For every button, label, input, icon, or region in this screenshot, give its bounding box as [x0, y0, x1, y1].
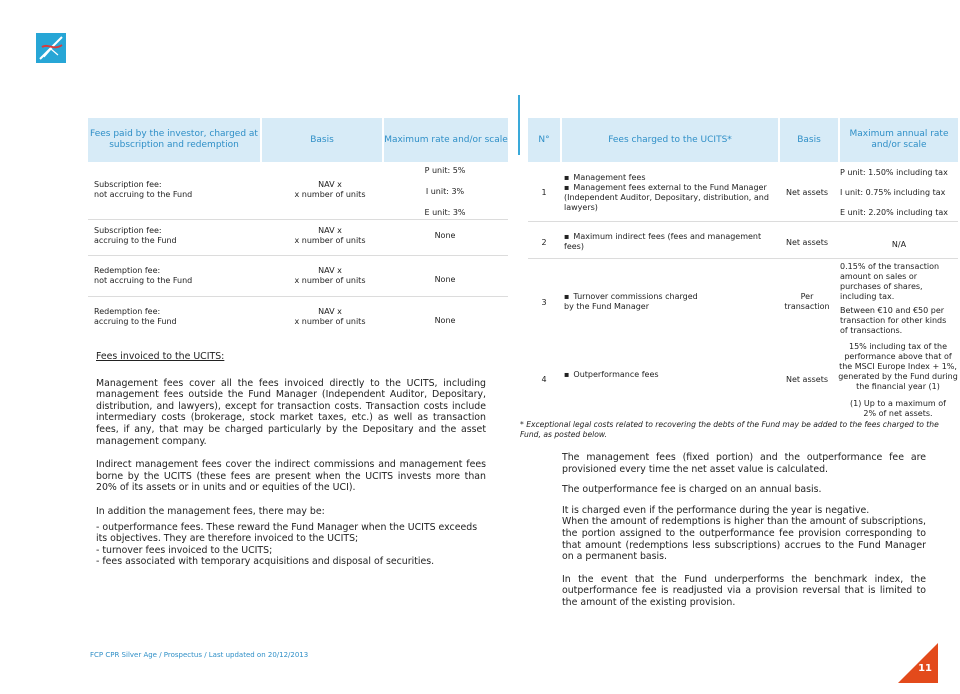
row-max-rate: N/A [891, 240, 907, 249]
header-max-rate: Maximum rate and/or scale [384, 118, 508, 162]
row-number: 4 [541, 375, 547, 384]
row-redemption-not-accruing-fee: Redemption fee: not accruing to the Fund [94, 266, 193, 285]
row-max-rate: P unit: 1.50% including tax I unit: 0.75% including tax E unit: 2.20% including tax [840, 168, 949, 217]
row-subscription-not-accruing-fee: Subscription fee: not accruing to the Fund [94, 180, 193, 199]
row-subscription-not-accruing-rate: P unit: 5% I unit: 3% E unit: 3% [424, 166, 466, 217]
row-redemption-not-accruing-rate: None [434, 275, 456, 284]
page-number: 11 [918, 663, 932, 674]
row-separator [528, 258, 958, 259]
footnote: * Exceptional legal costs related to recovering the debts of the Fund may be added to the fees charged to the Fund, as posted below. [520, 420, 939, 439]
footer-text: FCP CPR Silver Age / Prospectus / Last updated on 20/12/2013 [90, 651, 309, 659]
row-subscription-accruing-basis: NAV x x number of units [294, 226, 366, 245]
header-fees-paid: Fees paid by the investor, charged at subscription and redemption [88, 118, 260, 162]
compass-logo-icon [36, 33, 66, 63]
header-max-annual-rate: Maximum annual rate and/or scale [840, 118, 958, 162]
row-redemption-accruing-rate: None [434, 316, 456, 325]
divider-rule [518, 95, 520, 155]
row-fees-charged: ▪ Maximum indirect fees (fees and management fees) [564, 232, 776, 252]
header-basis: Basis [780, 118, 838, 162]
header-number: N° [528, 118, 560, 162]
row-basis: Net assets [785, 238, 829, 247]
row-fees-charged: ▪ Management fees ▪ Management fees external to the Fund Manager (Independent Auditor, Depositary, distribution, and lawyers) [564, 173, 776, 213]
row-number: 3 [541, 298, 547, 307]
section-heading: Fees invoiced to the UCITS: [96, 351, 225, 362]
row-separator [88, 296, 508, 297]
row-number: 1 [541, 188, 547, 197]
row-separator [88, 255, 508, 256]
row-max-rate: 15% including tax of the performance above that of the MSCI Europe Index + 1%, generated by the Fund during the financial year (1) (1) Up to a maximum of 2% of net assets. [838, 342, 958, 418]
row-basis: Net assets [785, 188, 829, 197]
row-fees-charged: ▪ Turnover commissions charged by the Fund Manager [564, 292, 704, 312]
left-text-block: Fees invoiced to the UCITS: Management fees cover all the fees invoiced directly to the UCITS, including management fees outside the Fund Manager (Independent Auditor, Depositary, distribution, and lawyers), except for transaction costs. Transaction costs include intermediary costs (brokerage, stock market taxes, etc.) as well as transaction fees, if any, that may be charged particularly by the Depositary and the asset management company. Indirect management fees cover the indirect commissions and management fees borne by the UCITS (these fees are present when the UCITS invests more than 20% of its assets or in units and or equities of the UCI). In addition the management fees, there may be: - outperformance fees. These reward the Fund Manager when the UCITS exceeds its objectives. They are therefore invoiced to the UCITS; - turnover fees invoiced to the UCITS; - fees associated with temporary acquisitions and disposal of securities. [96, 351, 486, 568]
row-redemption-accruing-basis: NAV x x number of units [294, 307, 366, 326]
row-subscription-accruing-fee: Subscription fee: accruing to the Fund [94, 226, 177, 245]
row-separator [528, 221, 958, 222]
row-redemption-not-accruing-basis: NAV x x number of units [294, 266, 366, 285]
header-fees-charged: Fees charged to the UCITS* [562, 118, 778, 162]
row-max-rate: 0.15% of the transaction amount on sales or purchases of shares, including tax. Between €10 and €50 per transaction for other kinds of transactions. [840, 262, 947, 335]
header-basis: Basis [262, 118, 382, 162]
row-basis: Net assets [785, 375, 829, 384]
row-subscription-not-accruing-basis: NAV x x number of units [294, 180, 366, 199]
row-basis: Per transaction [784, 292, 830, 311]
right-fee-table [528, 118, 958, 162]
page-number-badge [898, 643, 938, 683]
row-fees-charged: ▪ Outperformance fees [564, 370, 704, 380]
row-subscription-accruing-rate: None [434, 231, 456, 240]
row-number: 2 [541, 238, 547, 247]
right-text-block: The management fees (fixed portion) and the outperformance fee are provisioned every time the net asset value is calculated. The outperformance fee is charged on an annual basis. It is charged even if the performance during the year is negative. When the amount of redemptions is higher than the amount of subscriptions, the portion assigned to the outperformance fee provision corresponding to that amount (redemptions less subscriptions) accrues to the Fund Manager on a permanent basis. In the event that the Fund underperforms the benchmark index, the outperformance fee is readjusted via a provision reversal that is limited to the amount of the existing provision. [562, 452, 926, 608]
row-redemption-accruing-fee: Redemption fee: accruing to the Fund [94, 307, 177, 326]
left-fee-table [88, 118, 508, 162]
row-separator [88, 219, 508, 220]
